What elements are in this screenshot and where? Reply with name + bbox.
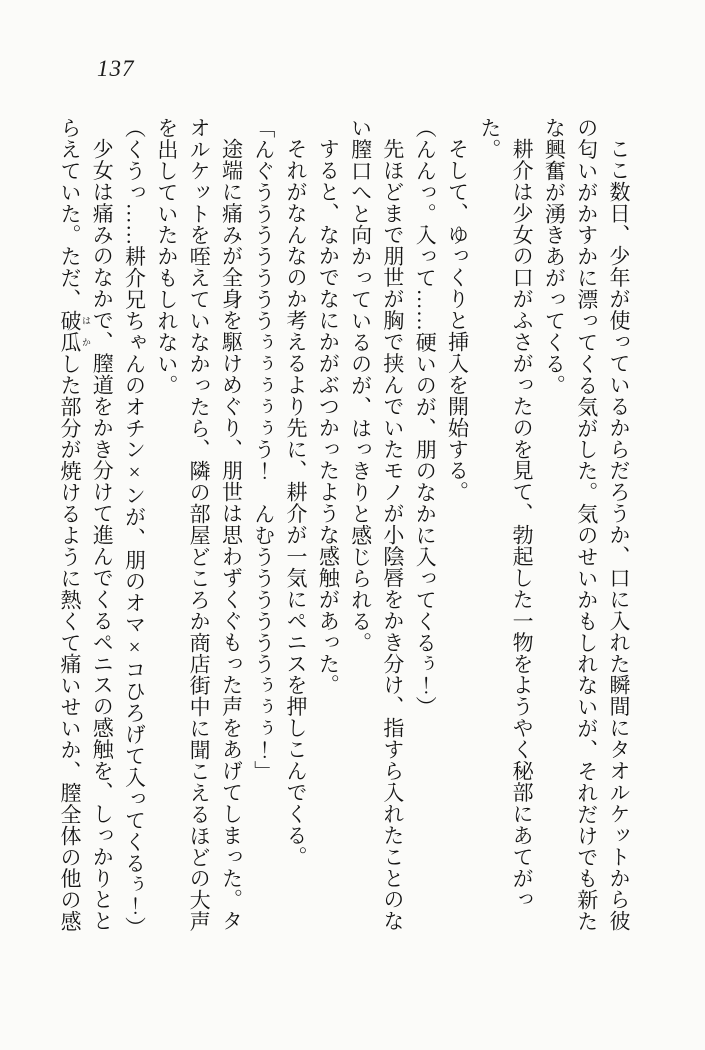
paragraph: 先ほどまで朋世が胸で挟んでいたモノが小陰唇をかき分け、指すら入れたことのない膣口へと向かっているのが、はっきりと感じられる。: [348, 117, 405, 932]
paragraph: 少女は痛みのなかで、膣道をかき分けて進んでくるペニスの感触を、しっかりととらえていた。ただ、破瓜 はかした部分が焼けるように熱くて痛いせいか、膣全体の他の感: [57, 117, 115, 933]
paragraph: 途端に痛みが全身を駆けめぐり、朋世は思わずくぐもった声をあげてしまった。タオルケットを咥えていなかったら、隣の部屋どころか商店街中に聞こえるほどの大声を出していたかもしれない。: [154, 117, 244, 933]
paragraph: すると、なかでなにかがぶつかったような感触があった。: [316, 138, 341, 696]
paragraph: ここ数日、少年が使っているからだろうか、口に入れた瞬間にタオルケットから彼の匂いがかすかに漂ってくる気がした。気のせいかもしれないが、それだけでも新たな興奮が湧きあがってくる。: [542, 117, 631, 933]
page-number: 137: [97, 56, 135, 81]
paragraph: そして、ゆっくりと挿入を開始する。: [445, 138, 470, 503]
page-text: [54, 117, 635, 939]
ruby-annotated-word: 破瓜 はか: [57, 310, 91, 353]
paragraph: 「んぐうううううううぅぅぅぅぅう！ んむううううううぅぅぅ！」: [251, 117, 276, 782]
paragraph: （くうっ……耕介兄ちゃんのオチン×ンが、朋のオマ×コひろげて入ってくるぅ！）: [122, 117, 147, 939]
paragraph: （んんっ。入って……硬いのが、朋のなかに入ってくるぅ！）: [413, 117, 438, 718]
paragraph: 耕介は少女の口がふさがったのを見て、勃起した一物をようやく秘部にあてがった。: [477, 117, 535, 911]
paragraph: それがなんなのか考えるより先に、耕介が一気にペニスを押しこんでくる。: [284, 138, 309, 868]
